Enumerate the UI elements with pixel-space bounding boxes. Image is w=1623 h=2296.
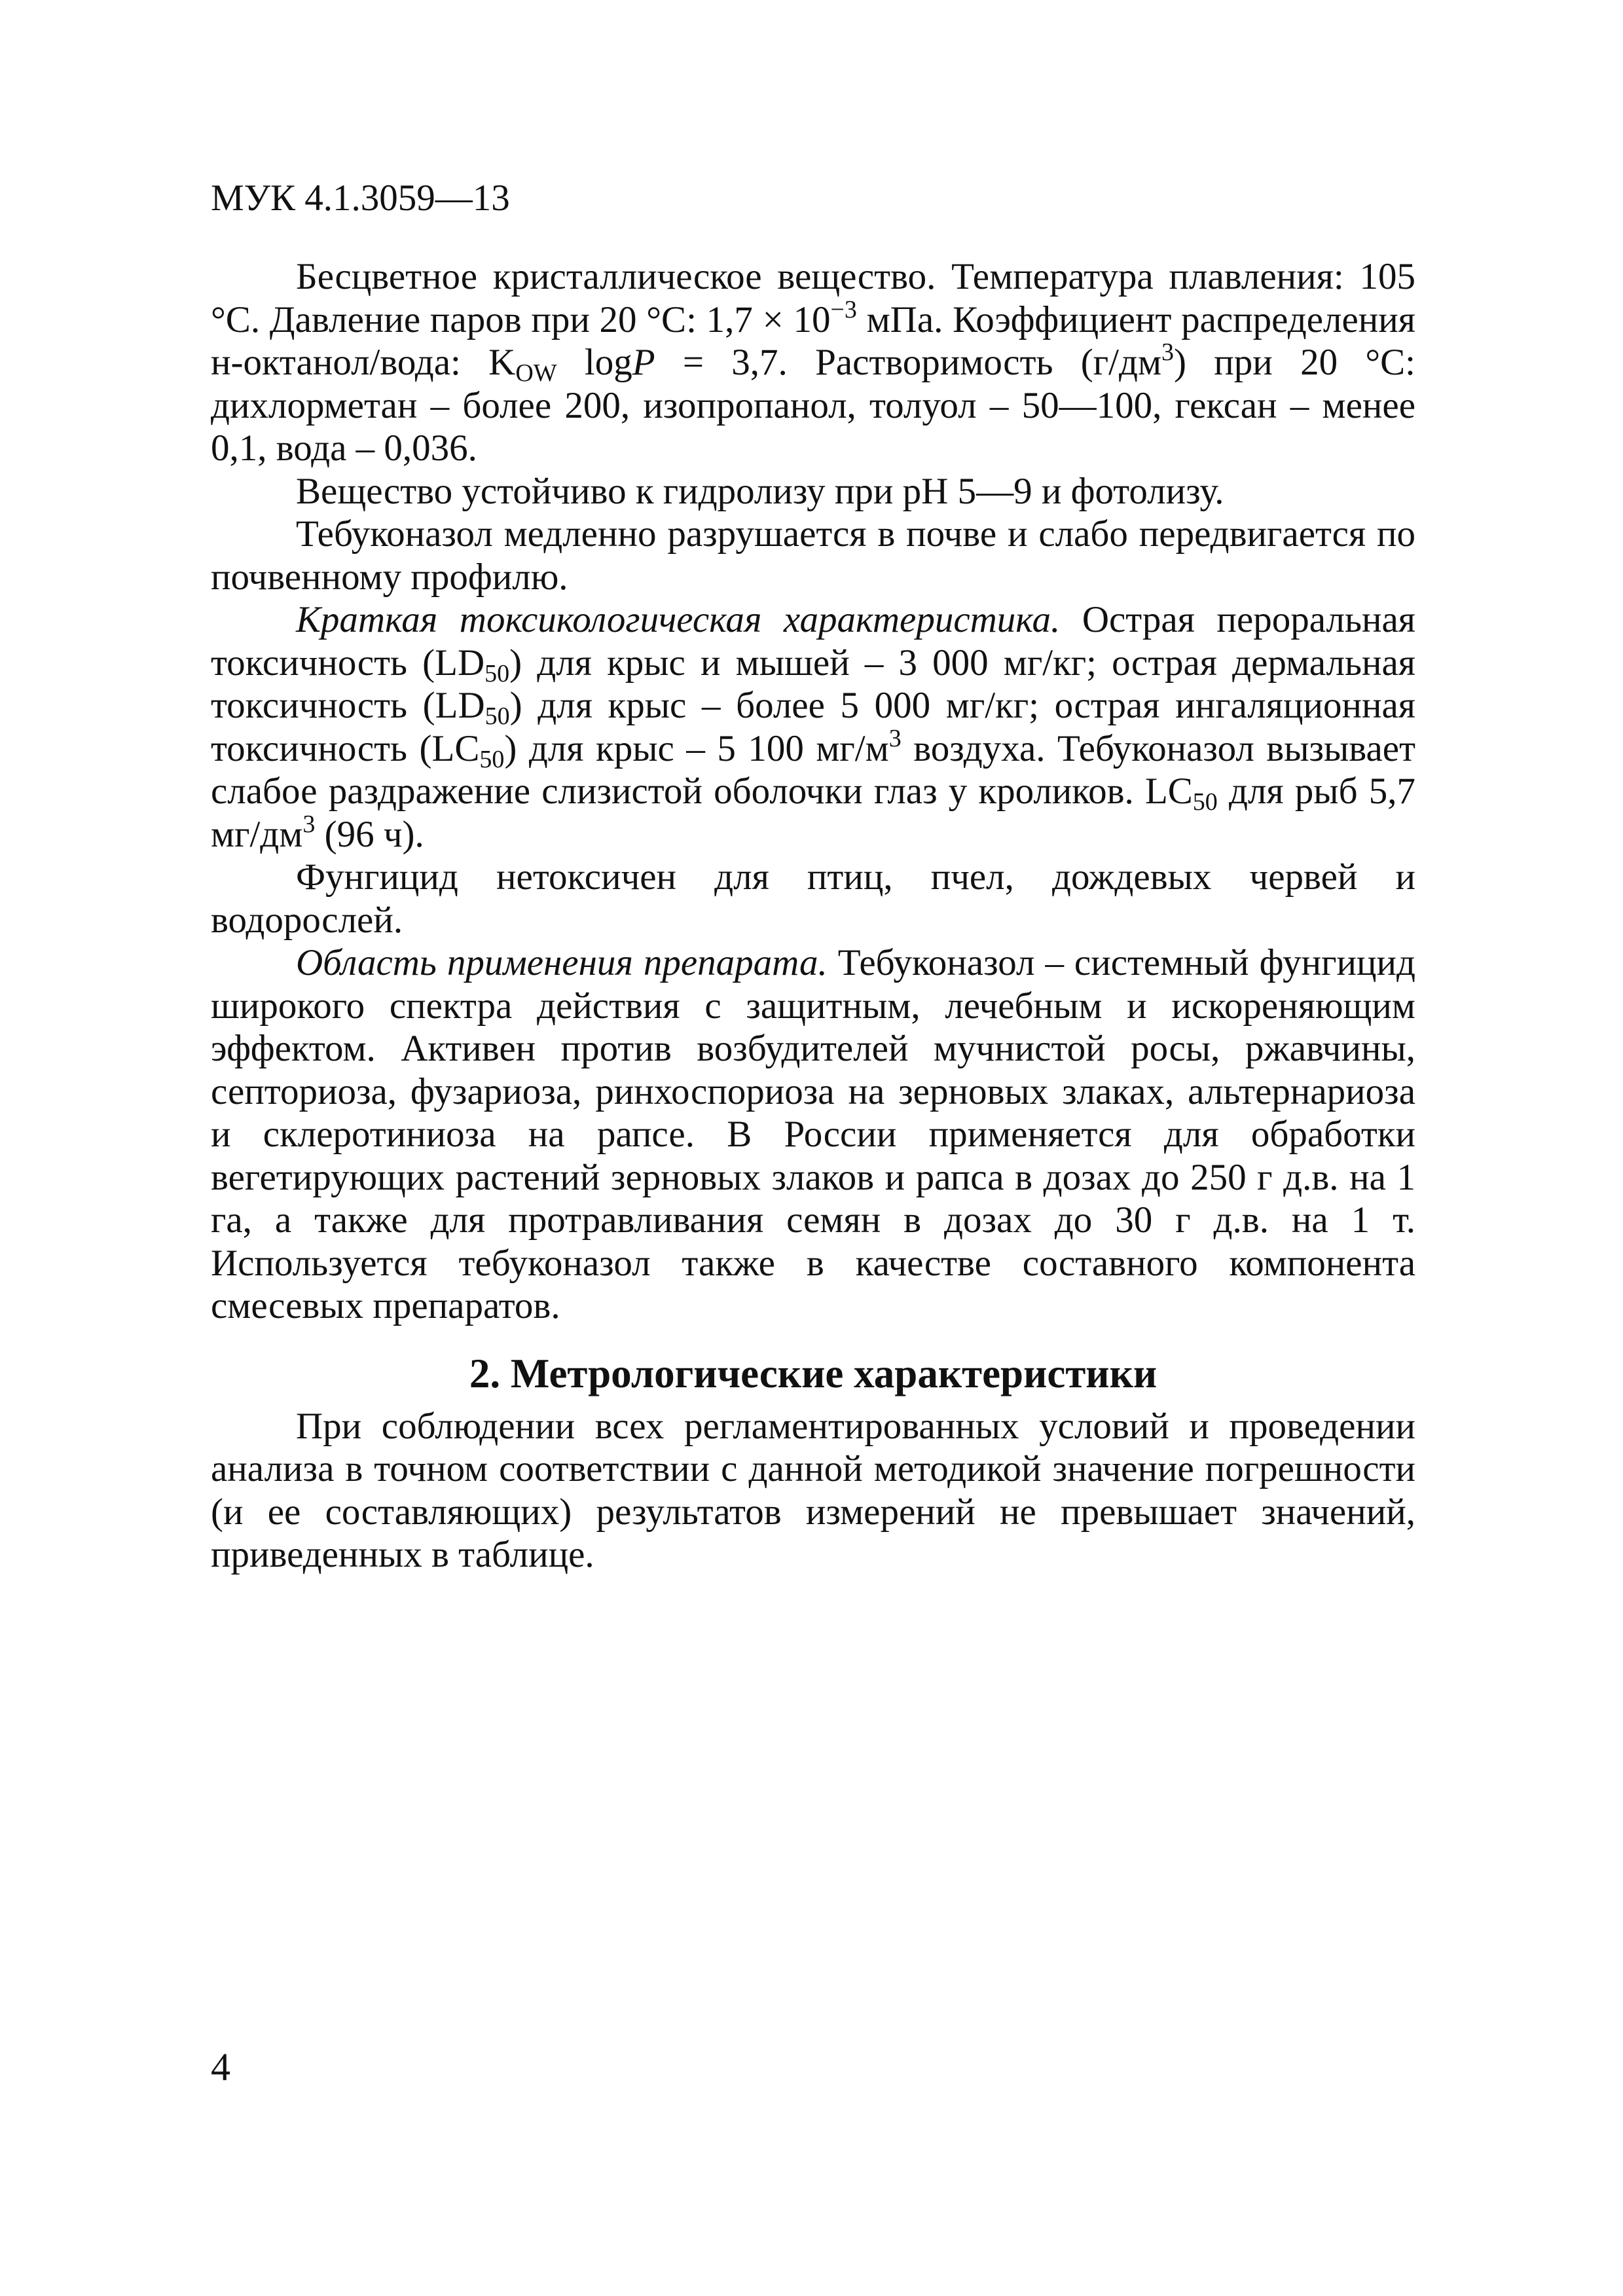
paragraph-metrology: При соблюдении всех регламентированных условий и проведении анализа в точном соответствии с данной методикой значение погрешности (и ее составляющих) результатов измерений не превышает значений, приведенных в таблице. xyxy=(211,1405,1415,1575)
page-number: 4 xyxy=(211,2045,230,2088)
document-body xyxy=(211,255,1415,1576)
application-subtitle: Область применения препарата. xyxy=(296,942,828,983)
paragraph-properties: Бесцветное кристаллическое вещество. Температура плавления: 105 °С. Давление паров при 20 °С: $1,7 \times 10^{-3}$ мПа. Коэффициент распределения н-октанол/вода: $K_{OW}$ logP = 3,7. Растворимость $(г/дм^3)$ при 20 °С: дихлорметан – более 200, изопропанол, толуол – 50—100, гексан – менее 0,1, вода – 0,036. xyxy=(211,256,1416,469)
paragraph-application: Область применения препарата. Тебуконазол – системный фунгицид широкого спектра действия с защитным, лечебным и искореняющим эффектом. Активен против возбудителей мучнистой росы, ржавчины, септориоза, фузариоза, ринхоспориоза на зерновых злаках, альтернариоза и склеротиниоза на рапсе. В России применяется для обработки вегетирующих растений зерновых злаков и рапса в дозах до 250 г д.в. на 1 га, а также для протравливания семян в дозах до 30 г д.в. на 1 т. Используется тебуконазол также в качестве составного компонента смесевых препаратов. xyxy=(211,942,1415,1326)
section-heading: 2. Метрологические характеристики xyxy=(469,1350,1158,1396)
paragraph-soil-behavior: Тебуконазол медленно разрушается в почве и слабо передвигается по почвенному профилю. xyxy=(211,513,1415,598)
document-code-header: МУК 4.1.3059—13 xyxy=(211,177,510,219)
toxicology-subtitle: Краткая токсикологическая характеристика. xyxy=(296,599,1061,640)
paragraph-stability: Вещество устойчиво к гидролизу при pH 5—9 и фотолизу. xyxy=(296,470,1224,512)
paragraph-ecotoxicity: Фунгицид нетоксичен для птиц, пчел, дождевых червей и водорослей. xyxy=(211,856,1415,941)
paragraph-toxicology: Краткая токсикологическая характеристика. Острая пероральная токсичность $(LD_{50})$ для крыс и мышей – 3 000 мг/кг; острая дермальная токсичность $(LD_{50})$ для крыс – более 5 000 мг/кг; острая ингаляционная токсичность $(LC_{50})$ для крыс – 5 100 $мг/м^3$ воздуха. Тебуконазол вызывает слабое раздражение слизистой оболочки глаз у кроликов. $LC_{50}$ для рыб 5,7 $мг/дм^3$ (96 ч). xyxy=(211,599,1416,855)
